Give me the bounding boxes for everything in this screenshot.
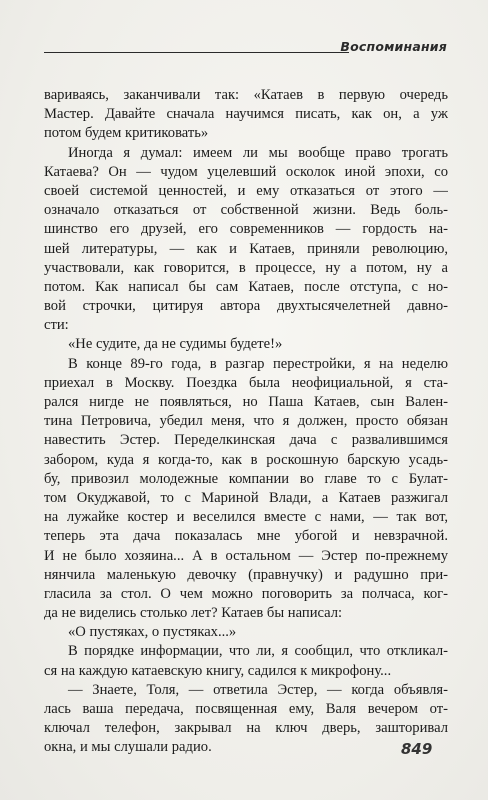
text-line: шей литературы, — как и Катаев, приняли революцию, — [44, 240, 448, 257]
text-line: забором, куда я когда-то, как в роскошную барскую усадь- — [44, 451, 448, 468]
text-line: «Не судите, да не судимы будете!» — [68, 336, 283, 353]
text-line: означало отказаться от собственной жизни. Ведь боль- — [44, 202, 448, 219]
text-line: нянчила маленькую девочку (правнучку) и радушно при- — [44, 566, 448, 583]
text-line: В порядке информации, что ли, я сообщил, что откликал- — [68, 643, 448, 660]
text-line: потом будем критиковать» — [44, 125, 209, 142]
text-line: «О пустяках, о пустяках...» — [68, 624, 237, 641]
text-line: навестить Эстер. Переделкинская дача с развалившимся — [44, 432, 448, 449]
text-line: Мастер. Давайте сначала научимся писать, как он, а уж — [44, 106, 448, 123]
text-line: потом. Как написал бы сам Катаев, после отступа, с но- — [44, 278, 448, 295]
text-line: вой строчки, цитируя автора двухтысячелетней давно- — [44, 298, 448, 315]
text-line: В конце 89-го года, в разгар перестройки, я на неделю — [68, 355, 448, 372]
text-line: бу, привозил молодежные компании во главе то с Булат- — [44, 470, 448, 487]
page-number: 849 — [401, 740, 433, 758]
text-line: гласила за стол. О чем можно поговорить за полчаса, ког- — [44, 585, 448, 602]
text-line: теперь эта дача показалась мне убогой и невзрачной. — [44, 528, 448, 545]
text-line: И не было хозяина... А в остальном — Эстер по-прежнему — [44, 547, 448, 564]
running-header — [44, 39, 447, 57]
text-line: на лужайке костер и веселился вместе с нами, — так вот, — [44, 509, 448, 526]
text-line: Иногда я думал: имеем ли мы вообще право трогать — [68, 144, 448, 161]
text-line: лась ваша передача, посвященная ему, Валя вечером от- — [44, 701, 448, 717]
running-header-title: Воспоминания — [340, 39, 447, 54]
text-line: — Знаете, Толя, — ответила Эстер, — когда объявля- — [68, 681, 448, 698]
text-line: приехал в Москву. Поездка была неофициальной, я ста- — [44, 374, 448, 391]
text-line: участвовали, как говорится, в процессе, ну а потом, ну а — [44, 259, 448, 276]
text-line: ключал телефон, закрывал на ключ дверь, зашторивал — [44, 720, 448, 737]
text-line: тина Петровича, убедил меня, что я должен, просто обязан — [44, 413, 448, 430]
text-line: ся на каждую катаевскую книгу, садился к микрофону... — [44, 662, 392, 679]
text-line: да не виделись столько лет? Катаев бы написал: — [44, 605, 343, 622]
text-line: шинство его друзей, его современников — гордость на- — [44, 221, 448, 238]
header-rule — [44, 52, 349, 53]
text-line: окна, и мы слушали радио. — [44, 739, 212, 756]
text-line: своей системой ценностей, и ему отказаться от этого — — [44, 182, 448, 199]
body-text — [44, 86, 448, 758]
text-line: Катаева? Он — чудом уцелевший осколок иной эпохи, со — [44, 163, 448, 180]
text-line: вариваясь, заканчивали так: «Катаев в первую очередь — [44, 87, 448, 103]
text-line: сти: — [44, 317, 69, 334]
text-line: том Окуджавой, то с Мариной Влади, а Катаев разжигал — [44, 489, 448, 506]
text-line: рался нигде не появляться, но Паша Катаев, сын Вален- — [44, 394, 448, 410]
